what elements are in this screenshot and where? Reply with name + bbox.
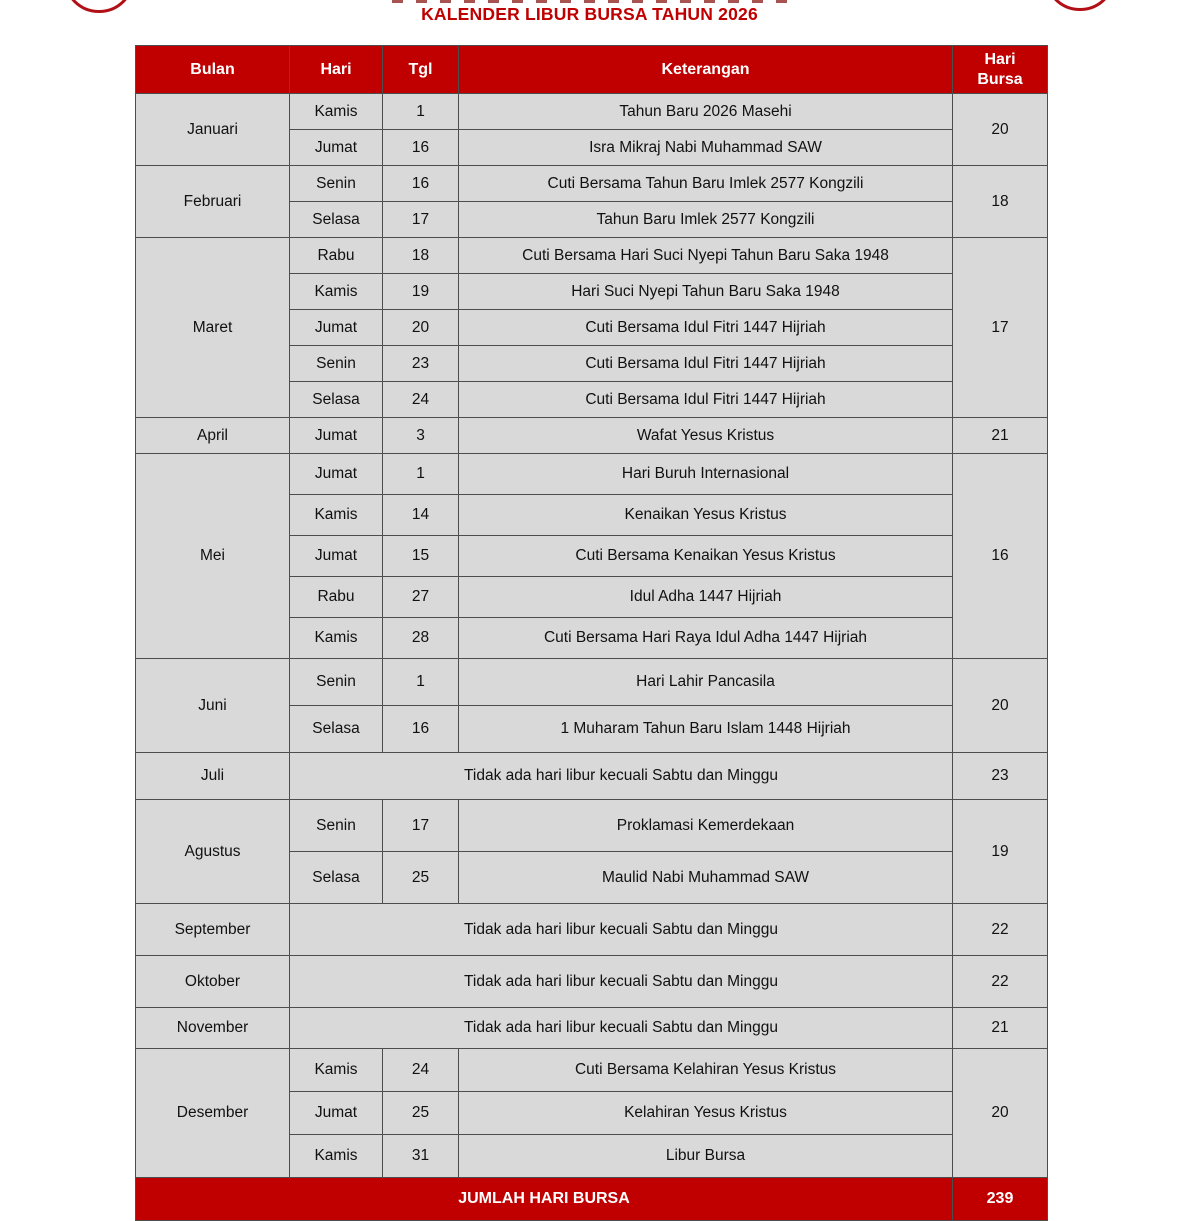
- page-title: KALENDER LIBUR BURSA TAHUN 2026: [421, 4, 758, 24]
- holiday-row: [136, 238, 1048, 274]
- day-cell: Senin: [290, 166, 383, 202]
- month-cell: Juli: [136, 753, 290, 800]
- date-cell: 27: [383, 577, 459, 618]
- no-holiday-cell: Tidak ada hari libur kecuali Sabtu dan Minggu: [290, 956, 953, 1008]
- day-cell: Kamis: [290, 618, 383, 659]
- trading-days-cell: 20: [953, 1049, 1048, 1178]
- month-cell: Maret: [136, 238, 290, 418]
- trading-days-cell: 20: [953, 659, 1048, 753]
- day-cell: Kamis: [290, 94, 383, 130]
- trading-days-cell: 23: [953, 753, 1048, 800]
- date-cell: 23: [383, 346, 459, 382]
- description-cell: Hari Suci Nyepi Tahun Baru Saka 1948: [459, 274, 953, 310]
- day-cell: Selasa: [290, 852, 383, 904]
- description-cell: Kenaikan Yesus Kristus: [459, 495, 953, 536]
- date-cell: 16: [383, 130, 459, 166]
- trading-days-cell: 16: [953, 454, 1048, 659]
- description-cell: Cuti Bersama Idul Fitri 1447 Hijriah: [459, 382, 953, 418]
- day-cell: Jumat: [290, 418, 383, 454]
- day-cell: Jumat: [290, 310, 383, 346]
- date-cell: 3: [383, 418, 459, 454]
- no-holiday-row: [136, 1008, 1048, 1049]
- day-cell: Rabu: [290, 238, 383, 274]
- trading-days-cell: 19: [953, 800, 1048, 904]
- date-cell: 16: [383, 706, 459, 753]
- total-row: [136, 1178, 1048, 1221]
- description-cell: Isra Mikraj Nabi Muhammad SAW: [459, 130, 953, 166]
- description-cell: 1 Muharam Tahun Baru Islam 1448 Hijriah: [459, 706, 953, 753]
- description-cell: Cuti Bersama Kelahiran Yesus Kristus: [459, 1049, 953, 1092]
- trading-days-cell: 21: [953, 418, 1048, 454]
- month-cell: November: [136, 1008, 290, 1049]
- description-cell: Maulid Nabi Muhammad SAW: [459, 852, 953, 904]
- cropped-text-artifact: [392, 0, 792, 3]
- header-tgl: Tgl: [383, 46, 459, 94]
- trading-days-cell: 20: [953, 94, 1048, 166]
- header-hari-bursa: Hari Bursa: [953, 46, 1048, 94]
- trading-days-cell: 17: [953, 238, 1048, 418]
- date-cell: 17: [383, 202, 459, 238]
- calendar-body: [136, 94, 1048, 1178]
- holiday-row: [136, 418, 1048, 454]
- total-label: JUMLAH HARI BURSA: [136, 1178, 953, 1221]
- trading-days-cell: 21: [953, 1008, 1048, 1049]
- month-cell: Desember: [136, 1049, 290, 1178]
- date-cell: 1: [383, 94, 459, 130]
- month-cell: Agustus: [136, 800, 290, 904]
- day-cell: Selasa: [290, 706, 383, 753]
- day-cell: Jumat: [290, 1092, 383, 1135]
- trading-days-cell: 22: [953, 956, 1048, 1008]
- date-cell: 18: [383, 238, 459, 274]
- day-cell: Selasa: [290, 202, 383, 238]
- month-cell: Februari: [136, 166, 290, 238]
- no-holiday-cell: Tidak ada hari libur kecuali Sabtu dan Minggu: [290, 1008, 953, 1049]
- holiday-row: [136, 94, 1048, 130]
- description-cell: Tahun Baru Imlek 2577 Kongzili: [459, 202, 953, 238]
- holiday-row: [136, 659, 1048, 706]
- date-cell: 24: [383, 1049, 459, 1092]
- no-holiday-cell: Tidak ada hari libur kecuali Sabtu dan Minggu: [290, 753, 953, 800]
- day-cell: Kamis: [290, 1135, 383, 1178]
- no-holiday-row: [136, 956, 1048, 1008]
- holiday-row: [136, 454, 1048, 495]
- day-cell: Selasa: [290, 382, 383, 418]
- date-cell: 15: [383, 536, 459, 577]
- date-cell: 1: [383, 659, 459, 706]
- date-cell: 25: [383, 1092, 459, 1135]
- description-cell: Libur Bursa: [459, 1135, 953, 1178]
- month-cell: April: [136, 418, 290, 454]
- header-hari: Hari: [290, 46, 383, 94]
- date-cell: 14: [383, 495, 459, 536]
- description-cell: Wafat Yesus Kristus: [459, 418, 953, 454]
- holiday-row: [136, 166, 1048, 202]
- description-cell: Cuti Bersama Idul Fitri 1447 Hijriah: [459, 346, 953, 382]
- description-cell: Idul Adha 1447 Hijriah: [459, 577, 953, 618]
- description-cell: Proklamasi Kemerdekaan: [459, 800, 953, 852]
- no-holiday-row: [136, 904, 1048, 956]
- description-cell: Cuti Bersama Tahun Baru Imlek 2577 Kongzili: [459, 166, 953, 202]
- date-cell: 25: [383, 852, 459, 904]
- day-cell: Jumat: [290, 536, 383, 577]
- day-cell: Rabu: [290, 577, 383, 618]
- date-cell: 19: [383, 274, 459, 310]
- month-cell: Oktober: [136, 956, 290, 1008]
- date-cell: 17: [383, 800, 459, 852]
- description-cell: Kelahiran Yesus Kristus: [459, 1092, 953, 1135]
- no-holiday-row: [136, 753, 1048, 800]
- trading-days-cell: 22: [953, 904, 1048, 956]
- description-cell: Hari Buruh Internasional: [459, 454, 953, 495]
- date-cell: 24: [383, 382, 459, 418]
- description-cell: Cuti Bersama Kenaikan Yesus Kristus: [459, 536, 953, 577]
- day-cell: Jumat: [290, 130, 383, 166]
- holiday-calendar-table: [135, 45, 1048, 1221]
- date-cell: 16: [383, 166, 459, 202]
- day-cell: Senin: [290, 659, 383, 706]
- header-bulan: Bulan: [136, 46, 290, 94]
- description-cell: Hari Lahir Pancasila: [459, 659, 953, 706]
- description-cell: Tahun Baru 2026 Masehi: [459, 94, 953, 130]
- header-keterangan: Keterangan: [459, 46, 953, 94]
- month-cell: Mei: [136, 454, 290, 659]
- month-cell: September: [136, 904, 290, 956]
- day-cell: Kamis: [290, 274, 383, 310]
- no-holiday-cell: Tidak ada hari libur kecuali Sabtu dan Minggu: [290, 904, 953, 956]
- holiday-row: [136, 1049, 1048, 1092]
- day-cell: Kamis: [290, 495, 383, 536]
- description-cell: Cuti Bersama Hari Suci Nyepi Tahun Baru Saka 1948: [459, 238, 953, 274]
- trading-days-cell: 18: [953, 166, 1048, 238]
- month-cell: Januari: [136, 94, 290, 166]
- day-cell: Senin: [290, 800, 383, 852]
- total-value: 239: [953, 1178, 1048, 1221]
- description-cell: Cuti Bersama Hari Raya Idul Adha 1447 Hijriah: [459, 618, 953, 659]
- date-cell: 1: [383, 454, 459, 495]
- date-cell: 28: [383, 618, 459, 659]
- date-cell: 20: [383, 310, 459, 346]
- header-row: [136, 46, 1048, 94]
- date-cell: 31: [383, 1135, 459, 1178]
- holiday-row: [136, 800, 1048, 852]
- day-cell: Kamis: [290, 1049, 383, 1092]
- description-cell: Cuti Bersama Idul Fitri 1447 Hijriah: [459, 310, 953, 346]
- day-cell: Senin: [290, 346, 383, 382]
- month-cell: Juni: [136, 659, 290, 753]
- day-cell: Jumat: [290, 454, 383, 495]
